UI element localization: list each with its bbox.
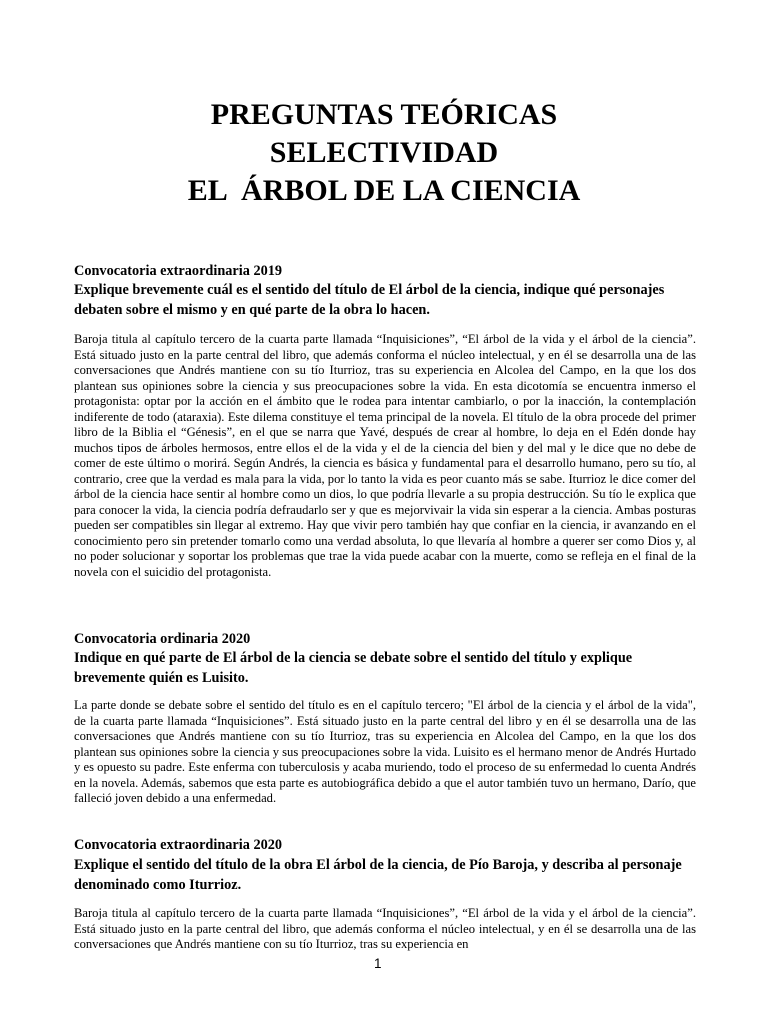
- question-text: Indique en qué parte de El árbol de la ciencia se debate sobre el sentido del título y explique brevemente quién es Luisito.: [74, 650, 633, 686]
- section-label: Convocatoria ordinaria 2020: [74, 631, 251, 647]
- title-line: SELECTIVIDAD: [269, 136, 499, 169]
- answer-text: Baroja titula al capítulo tercero de la cuarta parte llamada “Inquisiciones”, “El árbol de la vida y el árbol de la ciencia”. Está situado justo en la parte central del libro, que además conforma el núcleo intelectual, y en él se desarrolla una de las conversaciones que Andrés mantiene con su tío Iturrioz, tras su experiencia en: [74, 906, 696, 951]
- section-label: Convocatoria extraordinaria 2019: [74, 263, 283, 279]
- title-line: EL ÁRBOL DE LA CIENCIA: [187, 174, 581, 207]
- question-text: Explique el sentido del título de la obra El árbol de la ciencia, de Pío Baroja, y describa al personaje denominado como Iturrioz.: [74, 857, 682, 893]
- answer-text: Baroja titula al capítulo tercero de la cuarta parte llamada “Inquisiciones”, “El árbol de la vida y el árbol de la ciencia”. Está situado justo en la parte central del libro, que además conforma el núcleo intelectual, y en él se desarrolla una de las conversaciones que Andrés mantiene con su tío Iturrioz, tras su experiencia en Alcolea del Campo, en la que los dos plantean sus opiniones sobre la ciencia y sus preocupaciones sobre la vida. En esta dicotomía se encuentra inmerso el protagonista: optar por la acción en el ámbito que le rodea para intentar cambiarlo, o por la inacción, la contemplación indiferente de todo (ataraxia). Este dilema constituye el tema principal de la novela. El título de la obra procede del primer libro de la Biblia el “Génesis”, en el que se narra que Yavé, después de crear al hombre, lo deja en el Edén donde hay muchos tipos de árboles hermosos, entre ellos el de la vida y el de la ciencia del bien y del mal y le dice que no debe de comer de este último o morirá. Según Andrés, la ciencia es básica y fundamental para el desarrollo humano, pero su tío, al contrario, cree que la verdad es mala para la vida, por lo tanto la vida es peor cuanto más se sabe. Iturrioz le dice comer del árbol de la ciencia hace sentir al hombre como un dios, lo que podría llevarle a su propia destrucción. Su tío le explica que para conocer la vida, la ciencia podría defraudarlo ser y que es mejorvivair la vida sin esperar a la ciencia. Ambas posturas pueden ser compatibles sin llegar al extremo. Hay que vivir pero también hay que confiar en la ciencia, ir avanzando en el conocimiento pero sin pretender tomarlo como una verdad absoluta, lo que llevaría al hombre a querer ser como Dios y, al no poder solucionar y soportar los problemas que trae la vida puede acabar con la muerte, como se refleja en el final de la novela con el suicidio del protagonista.: [74, 332, 696, 579]
- section-label: Convocatoria extraordinaria 2020: [74, 837, 283, 853]
- answer-text: La parte donde se debate sobre el sentido del título es en el capítulo tercero; "El árbol de la ciencia y el árbol de la vida", de la cuarta parte llamada “Inquisiciones”. Está situado justo en la parte central del libro y en él se desarrolla una de las conversaciones que Andrés mantiene con su tío Iturrioz, tras su experiencia en Alcolea del Campo, en la que los dos plantean sus opiniones sobre la ciencia y sus preocupaciones sobre la vida. Luisito es el hermano menor de Andrés Hurtado y es opuesto su padre. Este enferma con tuberculosis y acaba muriendo, todo el proceso de su enfermedad lo cuenta Andrés en la novela. Además, sabemos que esta parte es autobiográfica debido a que el autor también tuvo un hermano, Darío, que falleció joven debido a una enfermedad.: [74, 698, 696, 805]
- title-line: PREGUNTAS TEÓRICAS: [210, 98, 558, 131]
- question-text: Explique brevemente cuál es el sentido del título de El árbol de la ciencia, indique qué personajes debaten sobre el mismo y en qué parte de la obra lo hacen.: [74, 282, 665, 318]
- page-number: 1: [374, 956, 382, 971]
- document-title: [0, 96, 768, 210]
